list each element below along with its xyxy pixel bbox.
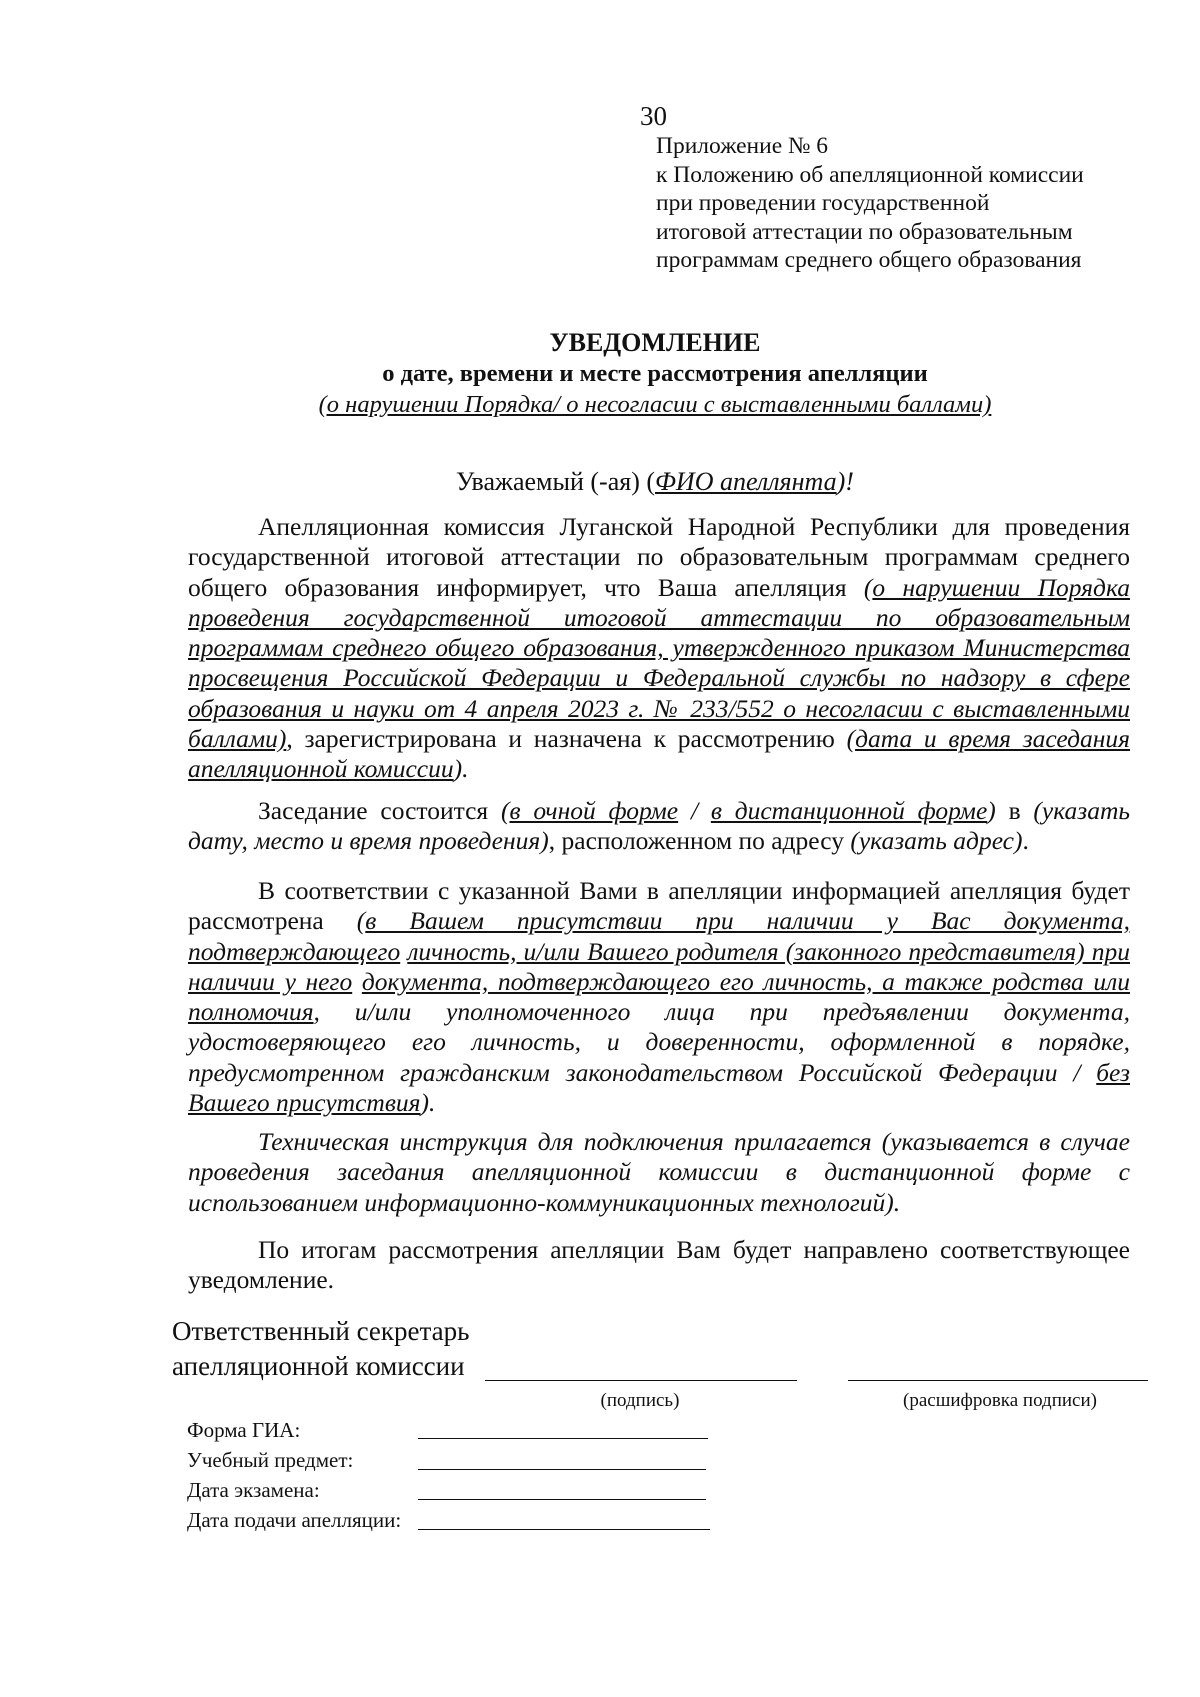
appendix-block [656, 132, 1156, 275]
appendix-line: при проведении государственной [656, 190, 990, 216]
field-label: Форма ГИА: [187, 1418, 301, 1442]
para1-text: , зарегистрирована и назначена к рассмотрению [286, 724, 847, 754]
field-line [418, 1529, 710, 1530]
field-label: Дата подачи апелляции: [187, 1508, 402, 1532]
para3-option: в Вашем присутствии при наличии у Вас документа, подтверждающего [188, 906, 1130, 966]
para2-text: в [995, 796, 1034, 825]
para3-text: ( [356, 906, 366, 936]
signature-title: Ответственный секретарь [172, 1316, 470, 1346]
appendix-line: программам среднего общего образования [656, 247, 1082, 273]
decode-line [848, 1380, 1148, 1381]
para1-text: ( [863, 572, 873, 602]
signature-line [485, 1380, 797, 1381]
para2-placeholder: (указать дату, место и время проведения) [188, 796, 1130, 856]
appendix-line: Приложение № 6 [656, 133, 829, 159]
paragraph-result [188, 1235, 1130, 1296]
greeting-suffix: )! [836, 467, 854, 496]
field-line [418, 1499, 706, 1500]
document-title: УВЕДОМЛЕНИЕ [549, 328, 761, 357]
greeting-prefix: Уважаемый (-ая) ( [456, 467, 656, 496]
field-line [418, 1469, 706, 1470]
para3-text: В соответствии с указанной Вами в апелляции информацией апелляция будет рассмотрена [188, 876, 1130, 936]
paragraph-meeting [188, 796, 1130, 857]
decode-caption: (расшифровка подписи) [903, 1390, 1097, 1411]
document-variant: (о нарушении Порядка/ о несогласии с выставленными баллами) [318, 391, 992, 418]
field-label: Дата экзамена: [187, 1478, 320, 1502]
paragraph-presence [188, 876, 1130, 1118]
para3-text: , и/или уполномоченного лица при предъявлении документа, удостоверяющего его личность, и доверенности, оформленной в порядке, предусмотренном гражданским законодательством Российской Федерации / [188, 997, 1130, 1087]
para3-option: без Вашего присутствия [188, 1057, 1130, 1118]
para2-text: ) [987, 796, 996, 825]
para2-text: ( [500, 796, 510, 825]
para1-text: Апелляционная комиссия Луганской Народной Республики для проведения государственной итоговой аттестации по образовательным программам среднего общего образования информирует, что Ваша апелляция [188, 512, 1130, 602]
greeting [0, 467, 1200, 497]
document-subtitle: о дате, времени и месте рассмотрения апелляции [382, 360, 928, 387]
para2-option: в очной форме [509, 796, 679, 825]
para2-option: в дистанционной форме [710, 796, 988, 825]
para2-text: / [678, 796, 711, 825]
appendix-line: итоговой аттестации по образовательным [656, 218, 1073, 245]
signature-caption: (подпись) [600, 1390, 680, 1411]
para3-text: ). [420, 1088, 436, 1118]
para3-option: личность, и/или Вашего родителя (законного представителя) при наличии у него [188, 936, 1131, 996]
para3-text [352, 967, 362, 996]
para2-text: , расположенном по адресу [548, 826, 851, 856]
page-number: 30 [640, 101, 667, 131]
para3-option: документа, подтверждающего его личность, а также родства или полномочия [188, 966, 1130, 1027]
para2-text: . [1022, 826, 1029, 856]
field-line [418, 1438, 708, 1439]
paragraph-technical [188, 1127, 1130, 1218]
greeting-name: ФИО апеллянта [655, 467, 837, 496]
para4-text: Техническая инструкция для подключения прилагается (указывается в случае проведения заседания апелляционной комиссии в дистанционной форме с использованием информационно-коммуникационных технологий). [188, 1127, 1130, 1217]
field-label: Учебный предмет: [187, 1448, 354, 1472]
para1-text: ( [846, 724, 856, 754]
para1-variant: о нарушении Порядка проведения государственной итоговой аттестации по образовательным программам среднего общего образования, утвержденного приказом Министерства просвещения Российской Федерации и Федеральной службы по надзору в сфере образования и науки от 4 апреля 2023 г. № 233/552 о несогласии с выставленными баллами) [188, 572, 1130, 754]
para1-text: ). [453, 754, 469, 784]
para1-placeholder: дата и время заседания апелляционной комиссии [188, 724, 1130, 784]
para2-text: Заседание состоится [258, 796, 501, 825]
paragraph-registration [188, 512, 1130, 785]
para5-text: По итогам рассмотрения апелляции Вам будет направлено соответствующее уведомление. [188, 1235, 1130, 1295]
para2-placeholder: (указать адрес) [850, 826, 1023, 856]
signature-title: апелляционной комиссии [172, 1351, 465, 1381]
appendix-line: к Положению об апелляционной комиссии [656, 161, 1084, 188]
